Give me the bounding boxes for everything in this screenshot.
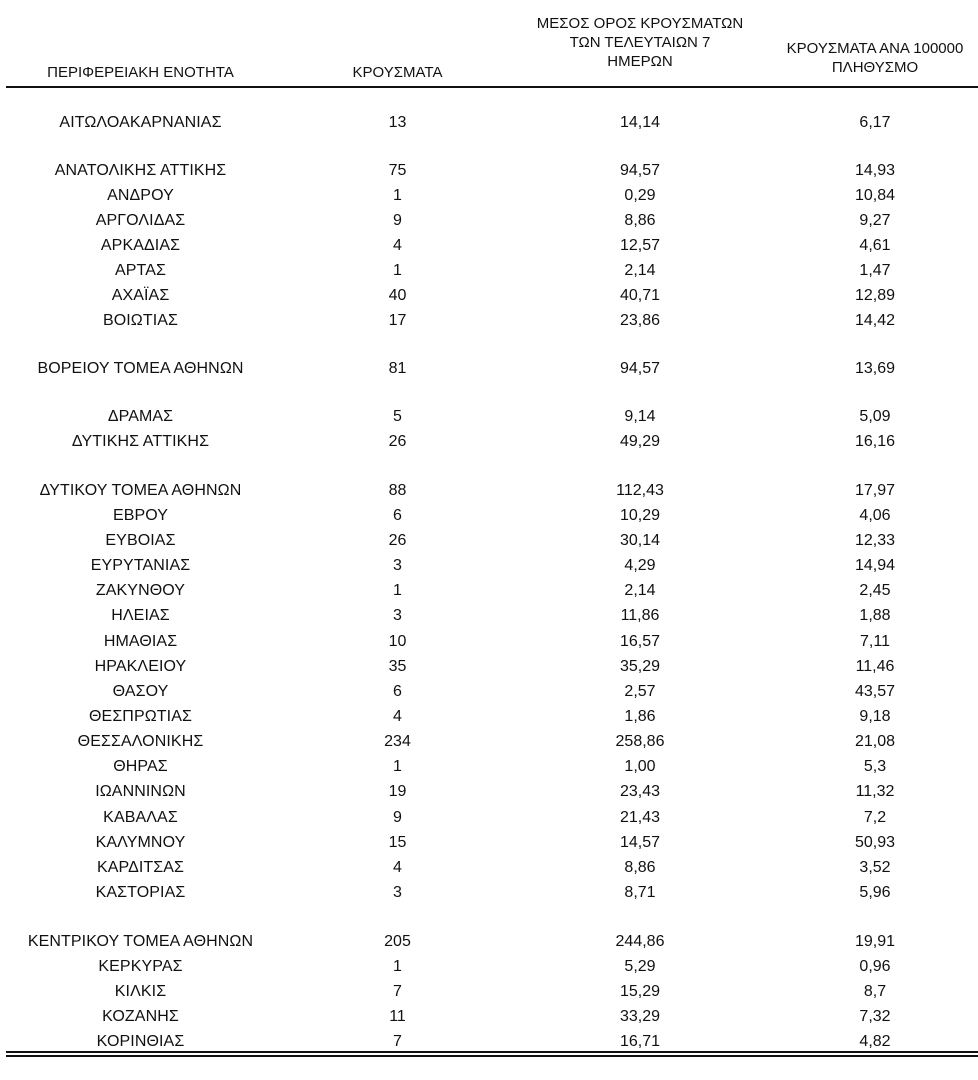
cell-region: ΚΑΡΔΙΤΣΑΣ [96, 859, 185, 876]
cell-cases-per-100k: 4,82 [859, 1033, 891, 1050]
cell-region: ΚΑΣΤΟΡΙΑΣ [95, 884, 186, 901]
table-row [0, 110, 978, 135]
cell-cases: 1 [393, 582, 402, 599]
cell-cases-per-100k: 5,96 [859, 884, 891, 901]
cell-cases-per-100k: 10,84 [854, 187, 896, 204]
cell-region: ΔΥΤΙΚΟΥ ΤΟΜΕΑ ΑΘΗΝΩΝ [39, 482, 242, 499]
cell-seven-day-average: 14,57 [619, 834, 661, 851]
cell-region: ΚΕΡΚΥΡΑΣ [98, 958, 183, 975]
table-row [0, 258, 978, 283]
cell-cases-per-100k: 19,91 [854, 933, 896, 950]
cell-seven-day-average: 23,43 [619, 783, 661, 800]
header-cases-label: ΚΡΟΥΣΜΑΤΑ [352, 64, 443, 81]
table-row [0, 704, 978, 729]
cell-cases: 19 [388, 783, 407, 800]
cell-seven-day-average: 2,57 [624, 683, 656, 700]
cell-seven-day-average: 33,29 [619, 1008, 661, 1025]
table-row [0, 830, 978, 855]
table-row [0, 603, 978, 628]
table-row [0, 805, 978, 830]
bottom-rule-double [6, 1055, 978, 1057]
cell-cases: 5 [393, 408, 402, 425]
cell-seven-day-average: 2,14 [624, 582, 656, 599]
cell-cases: 75 [388, 162, 407, 179]
cell-seven-day-average: 23,86 [619, 312, 661, 329]
table-row [0, 929, 978, 954]
cell-cases: 4 [393, 859, 402, 876]
cell-cases-per-100k: 8,7 [863, 983, 887, 1000]
cell-region: ΔΥΤΙΚΗΣ ΑΤΤΙΚΗΣ [71, 433, 210, 450]
cell-seven-day-average: 5,29 [624, 958, 656, 975]
cell-cases-per-100k: 11,46 [855, 658, 895, 675]
cell-seven-day-average: 94,57 [619, 162, 661, 179]
cell-seven-day-average: 10,29 [619, 507, 661, 524]
cell-cases: 6 [393, 683, 402, 700]
cell-cases: 17 [388, 312, 407, 329]
cell-region: ΒΟΙΩΤΙΑΣ [102, 312, 179, 329]
cell-cases: 1 [393, 262, 402, 279]
cell-region: ΑΝΑΤΟΛΙΚΗΣ ΑΤΤΙΚΗΣ [54, 162, 227, 179]
table-row [0, 654, 978, 679]
cell-cases: 9 [393, 809, 402, 826]
table-row [0, 880, 978, 905]
cell-seven-day-average: 49,29 [619, 433, 661, 450]
table-row [0, 183, 978, 208]
table-row [0, 503, 978, 528]
cell-cases-per-100k: 4,06 [859, 507, 891, 524]
bottom-rule [6, 1051, 978, 1053]
cell-cases: 3 [393, 884, 402, 901]
cell-cases-per-100k: 6,17 [859, 114, 891, 131]
cell-region: ΑΡΤΑΣ [115, 262, 166, 279]
cell-cases-per-100k: 16,16 [854, 433, 896, 450]
cell-region: ΕΥΡΥΤΑΝΙΑΣ [90, 557, 191, 574]
cell-region: ΙΩΑΝΝΙΝΩΝ [95, 783, 186, 800]
cell-cases: 35 [388, 658, 407, 675]
cell-cases-per-100k: 43,57 [854, 683, 896, 700]
table-row [0, 283, 978, 308]
cell-cases: 40 [388, 287, 407, 304]
cell-region: ΑΝΔΡΟΥ [107, 187, 174, 204]
table-row [0, 954, 978, 979]
cell-seven-day-average: 35,29 [619, 658, 661, 675]
table-row [0, 553, 978, 578]
cell-cases-per-100k: 9,18 [859, 708, 891, 725]
table-row [0, 356, 978, 381]
table-row [0, 979, 978, 1004]
cell-region: ΗΜΑΘΙΑΣ [103, 633, 178, 650]
cell-cases: 26 [388, 433, 407, 450]
cell-seven-day-average: 16,71 [619, 1033, 661, 1050]
cell-cases: 13 [388, 114, 407, 131]
cell-region: ΗΡΑΚΛΕΙΟΥ [94, 658, 187, 675]
cell-cases: 9 [393, 212, 402, 229]
cell-region: ΚΙΛΚΙΣ [114, 983, 167, 1000]
cell-cases-per-100k: 14,42 [854, 312, 896, 329]
cell-region: ΒΟΡΕΙΟΥ ΤΟΜΕΑ ΑΘΗΝΩΝ [37, 360, 244, 377]
cell-cases-per-100k: 13,69 [854, 360, 896, 377]
cell-cases-per-100k: 7,11 [860, 633, 890, 650]
cell-cases-per-100k: 7,32 [859, 1008, 891, 1025]
cell-seven-day-average: 8,86 [624, 859, 656, 876]
cell-seven-day-average: 14,14 [619, 114, 661, 131]
cell-cases-per-100k: 50,93 [854, 834, 896, 851]
cell-cases: 3 [393, 557, 402, 574]
cell-seven-day-average: 1,86 [624, 708, 656, 725]
cell-cases: 10 [388, 633, 407, 650]
cell-seven-day-average: 244,86 [615, 933, 665, 950]
cell-seven-day-average: 11,86 [620, 607, 660, 624]
cell-cases-per-100k: 1,88 [859, 607, 891, 624]
header-per100k-line-2: ΠΛΗΘΥΣΜΟ [831, 59, 919, 76]
cell-cases-per-100k: 0,96 [859, 958, 891, 975]
cell-cases: 15 [388, 834, 407, 851]
cell-region: ΘΕΣΠΡΩΤΙΑΣ [89, 708, 192, 725]
header-avg-line-3: ΗΜΕΡΩΝ [607, 53, 673, 70]
table-row [0, 779, 978, 804]
table-row [0, 429, 978, 454]
cell-seven-day-average: 2,14 [624, 262, 656, 279]
cell-seven-day-average: 0,29 [624, 187, 656, 204]
cell-cases: 11 [389, 1008, 406, 1025]
cell-cases-per-100k: 3,52 [859, 859, 891, 876]
cell-region: ΑΡΚΑΔΙΑΣ [100, 237, 181, 254]
cell-seven-day-average: 40,71 [619, 287, 661, 304]
cell-region: ΑΡΓΟΛΙΔΑΣ [95, 212, 186, 229]
cell-cases-per-100k: 5,3 [863, 758, 887, 775]
cell-region: ΚΟΖΑΝΗΣ [102, 1008, 179, 1025]
cell-cases: 26 [388, 532, 407, 549]
cell-cases-per-100k: 12,89 [854, 287, 896, 304]
cell-cases-per-100k: 9,27 [859, 212, 891, 229]
cell-cases: 6 [393, 507, 402, 524]
cell-cases: 4 [393, 237, 402, 254]
header-region-label: ΠΕΡΙΦΕΡΕΙΑΚΗ ΕΝΟΤΗΤΑ [47, 64, 234, 81]
cell-region: ΕΥΒΟΙΑΣ [105, 532, 176, 549]
cell-cases-per-100k: 4,61 [859, 237, 891, 254]
cell-seven-day-average: 4,29 [624, 557, 656, 574]
table-row [0, 729, 978, 754]
table-row [0, 754, 978, 779]
cell-cases: 234 [384, 733, 411, 750]
header-avg-line-2: ΤΩΝ ΤΕΛΕΥΤΑΙΩΝ 7 [569, 34, 711, 51]
cell-seven-day-average: 30,14 [619, 532, 661, 549]
cell-region: ΕΒΡΟΥ [112, 507, 169, 524]
cell-seven-day-average: 15,29 [619, 983, 661, 1000]
cell-seven-day-average: 12,57 [619, 237, 661, 254]
table-row [0, 308, 978, 333]
cell-cases: 3 [393, 607, 402, 624]
cell-region: ΑΙΤΩΛΟΑΚΑΡΝΑΝΙΑΣ [59, 114, 222, 131]
cell-cases-per-100k: 1,47 [859, 262, 891, 279]
table-row [0, 578, 978, 603]
cell-cases-per-100k: 14,93 [854, 162, 896, 179]
cell-cases-per-100k: 2,45 [859, 582, 891, 599]
table-row [0, 404, 978, 429]
cell-cases-per-100k: 7,2 [863, 809, 887, 826]
table-row [0, 233, 978, 258]
cell-cases: 4 [393, 708, 402, 725]
cell-region: ΚΟΡΙΝΘΙΑΣ [96, 1033, 185, 1050]
cell-region: ΘΑΣΟΥ [112, 683, 169, 700]
table-row [0, 158, 978, 183]
cell-region: ΖΑΚΥΝΘΟΥ [95, 582, 186, 599]
cell-region: ΔΡΑΜΑΣ [107, 408, 174, 425]
cell-cases: 1 [393, 758, 402, 775]
table-row [0, 478, 978, 503]
cell-region: ΘΗΡΑΣ [113, 758, 168, 775]
table-row [0, 679, 978, 704]
cell-cases: 88 [388, 482, 407, 499]
cell-cases-per-100k: 12,33 [854, 532, 896, 549]
table-row [0, 1004, 978, 1029]
cell-cases: 81 [388, 360, 407, 377]
cell-cases-per-100k: 11,32 [855, 783, 895, 800]
cell-seven-day-average: 8,71 [624, 884, 656, 901]
table-row [0, 855, 978, 880]
cell-seven-day-average: 94,57 [619, 360, 661, 377]
cell-cases: 1 [393, 958, 402, 975]
cell-cases: 1 [393, 187, 402, 204]
cell-region: ΚΑΒΑΛΑΣ [103, 809, 178, 826]
cell-region: ΘΕΣΣΑΛΟΝΙΚΗΣ [77, 733, 204, 750]
header-per100k-line-1: ΚΡΟΥΣΜΑΤΑ ΑΝΑ 100000 [786, 40, 964, 57]
header-avg-line-1: ΜΕΣΟΣ ΟΡΟΣ ΚΡΟΥΣΜΑΤΩΝ [536, 15, 744, 32]
cell-cases: 7 [393, 983, 402, 1000]
cell-seven-day-average: 1,00 [624, 758, 656, 775]
cell-seven-day-average: 258,86 [615, 733, 665, 750]
cell-cases-per-100k: 5,09 [859, 408, 891, 425]
cell-seven-day-average: 9,14 [624, 408, 656, 425]
cell-cases-per-100k: 21,08 [854, 733, 896, 750]
cell-seven-day-average: 112,43 [616, 482, 664, 499]
cell-region: ΚΑΛΥΜΝΟΥ [95, 834, 186, 851]
cell-seven-day-average: 21,43 [619, 809, 661, 826]
table-row [0, 208, 978, 233]
cell-cases: 205 [384, 933, 411, 950]
table-row [0, 629, 978, 654]
cell-cases-per-100k: 14,94 [854, 557, 896, 574]
cell-region: ΑΧΑΪΑΣ [111, 287, 170, 304]
table-row [0, 528, 978, 553]
cell-seven-day-average: 8,86 [624, 212, 656, 229]
cell-region: ΚΕΝΤΡΙΚΟΥ ΤΟΜΕΑ ΑΘΗΝΩΝ [27, 933, 254, 950]
cell-seven-day-average: 16,57 [619, 633, 661, 650]
cell-cases: 7 [393, 1033, 402, 1050]
cell-region: ΗΛΕΙΑΣ [111, 607, 170, 624]
cell-cases-per-100k: 17,97 [854, 482, 896, 499]
